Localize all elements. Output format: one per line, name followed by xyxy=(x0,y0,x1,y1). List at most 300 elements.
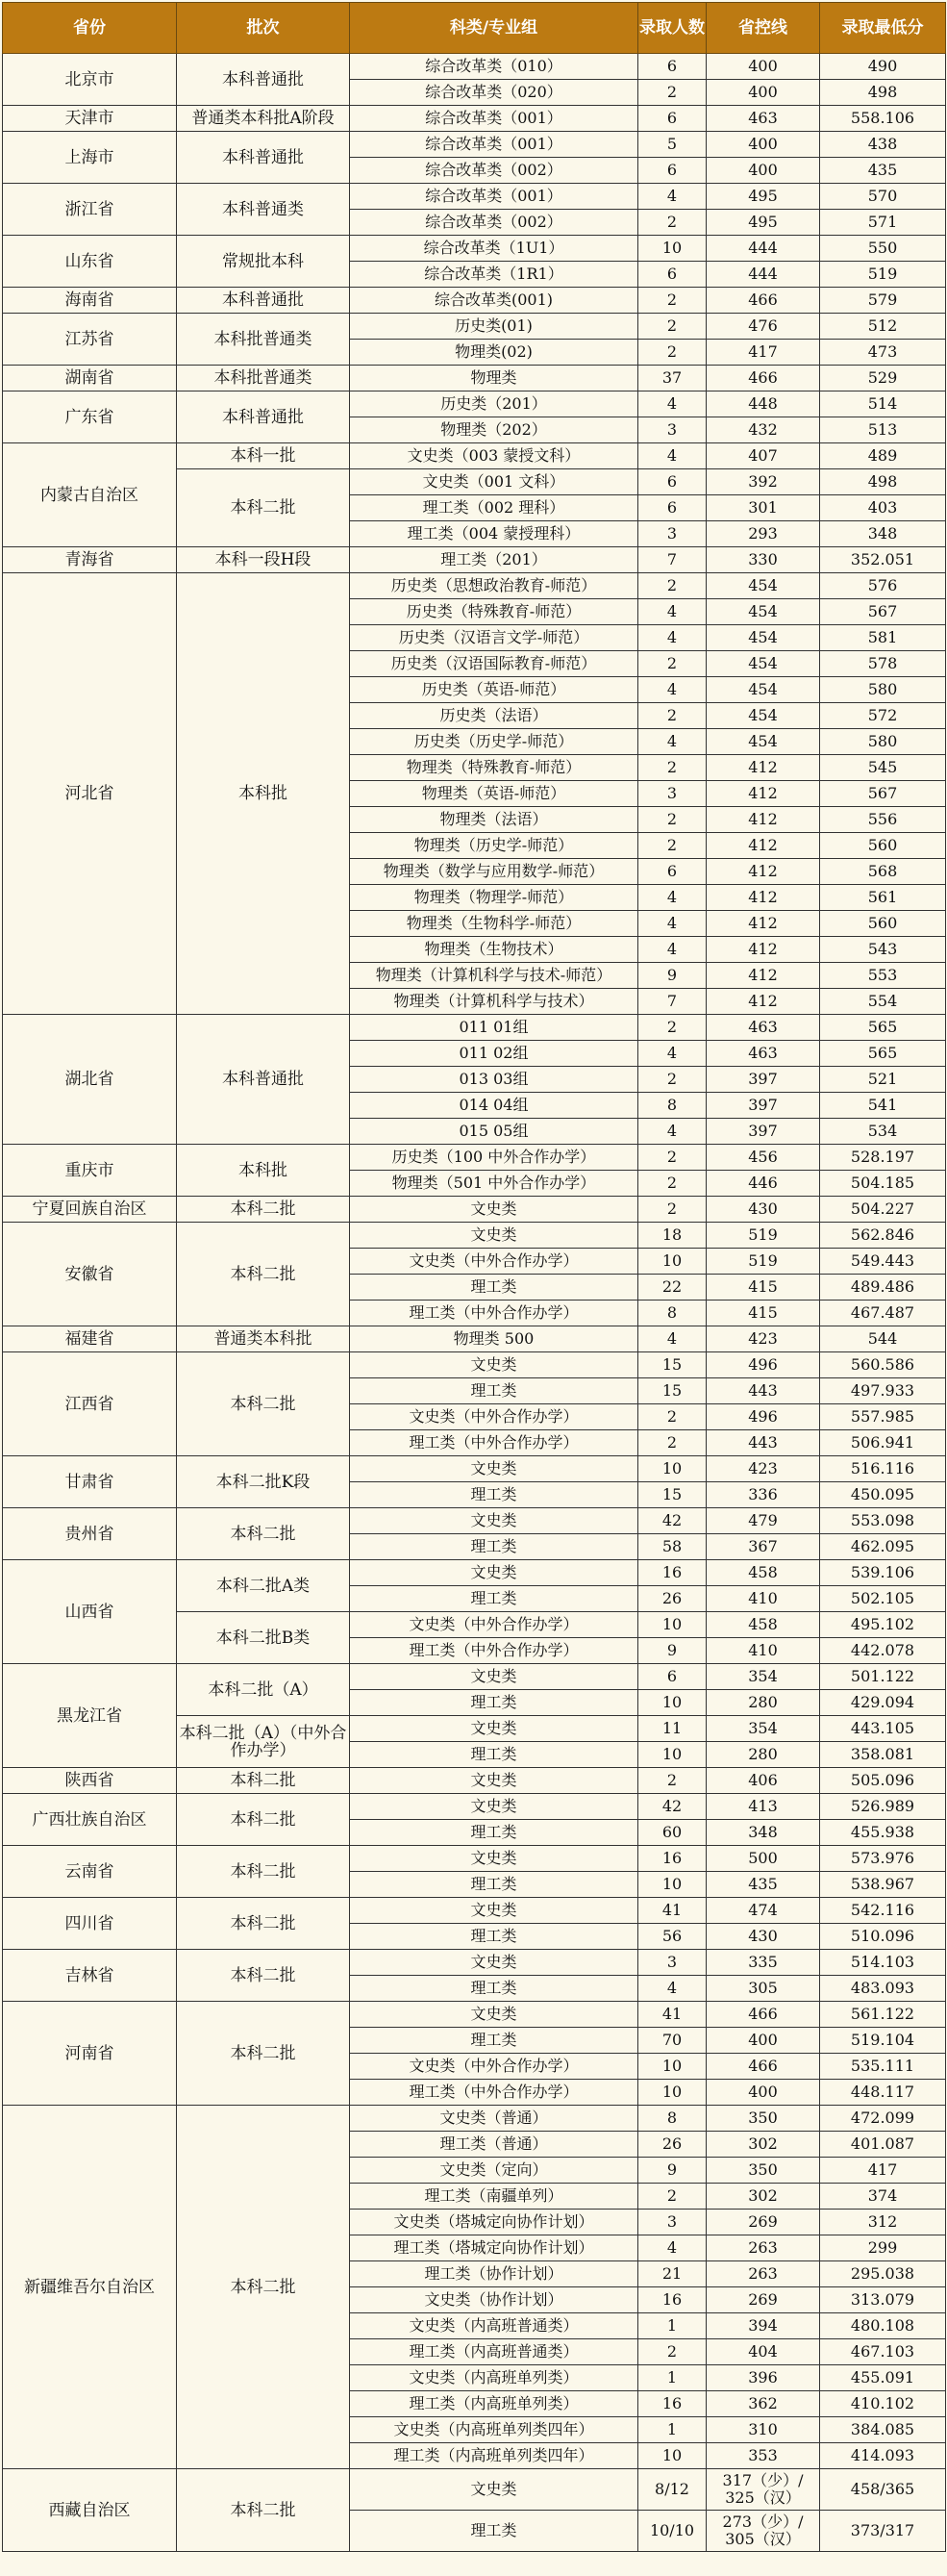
min-score-cell: 553 xyxy=(820,963,946,989)
subject-cell: 综合改革类（001） xyxy=(350,184,638,210)
subject-cell: 理工类（南疆单列） xyxy=(350,2184,638,2210)
subject-cell: 文史类 xyxy=(350,1794,638,1820)
count-cell: 4 xyxy=(638,911,707,937)
control-line-cell: 435 xyxy=(707,1872,820,1898)
subject-cell: 文史类（塔城定向协作计划） xyxy=(350,2210,638,2235)
control-line-cell: 466 xyxy=(707,2054,820,2080)
min-score-cell: 538.967 xyxy=(820,1872,946,1898)
count-cell: 2 xyxy=(638,1015,707,1041)
count-cell: 10/10 xyxy=(638,2511,707,2552)
min-score-cell: 401.087 xyxy=(820,2132,946,2158)
subject-cell: 物理类（数学与应用数学-师范） xyxy=(350,859,638,885)
header-province: 省份 xyxy=(3,3,177,54)
min-score-cell: 553.098 xyxy=(820,1508,946,1534)
subject-cell: 文史类（003 蒙授文科） xyxy=(350,443,638,469)
count-cell: 1 xyxy=(638,2417,707,2443)
subject-cell: 文史类 xyxy=(350,1197,638,1223)
control-line-cell: 446 xyxy=(707,1171,820,1197)
subject-cell: 综合改革类（1U1） xyxy=(350,236,638,262)
min-score-cell: 528.197 xyxy=(820,1145,946,1171)
control-line-cell: 496 xyxy=(707,1404,820,1430)
subject-cell: 文史类（协作计划） xyxy=(350,2287,638,2313)
batch-cell: 本科二批 xyxy=(177,2469,350,2552)
batch-cell: 本科二批 xyxy=(177,1846,350,1898)
subject-cell: 理工类（内高班单列类四年） xyxy=(350,2443,638,2469)
header-row xyxy=(3,3,946,54)
batch-cell: 本科二批 xyxy=(177,2002,350,2106)
subject-cell: 历史类（201） xyxy=(350,391,638,417)
batch-cell: 本科批普通类 xyxy=(177,366,350,391)
batch-cell: 本科二批 xyxy=(177,1197,350,1223)
table-row xyxy=(3,288,946,314)
count-cell: 3 xyxy=(638,781,707,807)
min-score-cell: 567 xyxy=(820,599,946,625)
subject-cell: 文史类 xyxy=(350,1898,638,1924)
count-cell: 11 xyxy=(638,1716,707,1742)
subject-cell: 综合改革类（002） xyxy=(350,210,638,236)
control-line-cell: 353 xyxy=(707,2443,820,2469)
batch-cell: 本科普通批 xyxy=(177,1015,350,1145)
min-score-cell: 560 xyxy=(820,911,946,937)
min-score-cell: 450.095 xyxy=(820,1482,946,1508)
min-score-cell: 568 xyxy=(820,859,946,885)
min-score-cell: 498 xyxy=(820,80,946,106)
min-score-cell: 435 xyxy=(820,158,946,184)
batch-cell: 本科批 xyxy=(177,573,350,1015)
min-score-cell: 438 xyxy=(820,132,946,158)
control-line-cell: 476 xyxy=(707,314,820,340)
count-cell: 41 xyxy=(638,1898,707,1924)
count-cell: 4 xyxy=(638,443,707,469)
count-cell: 6 xyxy=(638,859,707,885)
subject-cell: 文史类（中外合作办学） xyxy=(350,2054,638,2080)
count-cell: 4 xyxy=(638,625,707,651)
batch-cell: 常规批本科 xyxy=(177,236,350,288)
count-cell: 26 xyxy=(638,2132,707,2158)
province-cell: 山西省 xyxy=(3,1560,177,1664)
control-line-cell: 305 xyxy=(707,1976,820,2002)
control-line-cell: 519 xyxy=(707,1249,820,1275)
header-subject: 科类/专业组 xyxy=(350,3,638,54)
min-score-cell: 572 xyxy=(820,703,946,729)
province-cell: 海南省 xyxy=(3,288,177,314)
control-line-cell: 407 xyxy=(707,443,820,469)
header-min-score: 录取最低分 xyxy=(820,3,946,54)
province-cell: 河南省 xyxy=(3,2002,177,2106)
province-cell: 内蒙古自治区 xyxy=(3,443,177,547)
province-cell: 陕西省 xyxy=(3,1768,177,1794)
control-line-cell: 454 xyxy=(707,625,820,651)
min-score-cell: 519.104 xyxy=(820,2028,946,2054)
min-score-cell: 581 xyxy=(820,625,946,651)
count-cell: 4 xyxy=(638,885,707,911)
count-cell: 3 xyxy=(638,521,707,547)
count-cell: 2 xyxy=(638,210,707,236)
count-cell: 4 xyxy=(638,391,707,417)
province-cell: 山东省 xyxy=(3,236,177,288)
control-line-cell: 269 xyxy=(707,2287,820,2313)
min-score-cell: 417 xyxy=(820,2158,946,2184)
batch-cell: 本科普通类 xyxy=(177,184,350,236)
table-row xyxy=(3,1768,946,1794)
count-cell: 4 xyxy=(638,184,707,210)
control-line-cell: 458 xyxy=(707,1612,820,1638)
subject-cell: 文史类 xyxy=(350,1716,638,1742)
min-score-cell: 384.085 xyxy=(820,2417,946,2443)
count-cell: 2 xyxy=(638,651,707,677)
count-cell: 42 xyxy=(638,1508,707,1534)
batch-cell: 本科二批（A） xyxy=(177,1664,350,1716)
province-cell: 福建省 xyxy=(3,1326,177,1352)
subject-cell: 文史类 xyxy=(350,1768,638,1794)
control-line-cell: 367 xyxy=(707,1534,820,1560)
table-row xyxy=(3,2106,946,2132)
min-score-cell: 497.933 xyxy=(820,1378,946,1404)
count-cell: 6 xyxy=(638,1664,707,1690)
control-line-cell: 466 xyxy=(707,288,820,314)
min-score-cell: 514.103 xyxy=(820,1950,946,1976)
min-score-cell: 358.081 xyxy=(820,1742,946,1768)
control-line-cell: 466 xyxy=(707,2002,820,2028)
subject-cell: 文史类 xyxy=(350,2469,638,2511)
control-line-cell: 410 xyxy=(707,1638,820,1664)
control-line-cell: 397 xyxy=(707,1067,820,1093)
control-line-cell: 336 xyxy=(707,1482,820,1508)
control-line-cell: 335 xyxy=(707,1950,820,1976)
min-score-cell: 534 xyxy=(820,1119,946,1145)
control-line-cell: 273（少）/ 305（汉） xyxy=(707,2511,820,2552)
count-cell: 9 xyxy=(638,963,707,989)
min-score-cell: 429.094 xyxy=(820,1690,946,1716)
min-score-cell: 414.093 xyxy=(820,2443,946,2469)
subject-cell: 理工类（协作计划） xyxy=(350,2261,638,2287)
min-score-cell: 480.108 xyxy=(820,2313,946,2339)
province-cell: 贵州省 xyxy=(3,1508,177,1560)
min-score-cell: 561 xyxy=(820,885,946,911)
min-score-cell: 560 xyxy=(820,833,946,859)
control-line-cell: 444 xyxy=(707,236,820,262)
count-cell: 2 xyxy=(638,1067,707,1093)
control-line-cell: 417 xyxy=(707,340,820,366)
batch-cell: 本科二批 xyxy=(177,1950,350,2002)
province-cell: 浙江省 xyxy=(3,184,177,236)
control-line-cell: 454 xyxy=(707,573,820,599)
control-line-cell: 495 xyxy=(707,184,820,210)
min-score-cell: 578 xyxy=(820,651,946,677)
min-score-cell: 504.185 xyxy=(820,1171,946,1197)
count-cell: 4 xyxy=(638,599,707,625)
min-score-cell: 542.116 xyxy=(820,1898,946,1924)
province-cell: 宁夏回族自治区 xyxy=(3,1197,177,1223)
count-cell: 5 xyxy=(638,132,707,158)
table-row xyxy=(3,2002,946,2028)
province-cell: 重庆市 xyxy=(3,1145,177,1197)
min-score-cell: 512 xyxy=(820,314,946,340)
table-body xyxy=(3,54,946,2552)
control-line-cell: 400 xyxy=(707,54,820,80)
min-score-cell: 571 xyxy=(820,210,946,236)
count-cell: 6 xyxy=(638,54,707,80)
count-cell: 18 xyxy=(638,1223,707,1249)
count-cell: 16 xyxy=(638,2287,707,2313)
min-score-cell: 455.938 xyxy=(820,1820,946,1846)
count-cell: 58 xyxy=(638,1534,707,1560)
min-score-cell: 516.116 xyxy=(820,1456,946,1482)
count-cell: 4 xyxy=(638,937,707,963)
count-cell: 2 xyxy=(638,1768,707,1794)
min-score-cell: 557.985 xyxy=(820,1404,946,1430)
count-cell: 7 xyxy=(638,989,707,1015)
min-score-cell: 556 xyxy=(820,807,946,833)
subject-cell: 理工类 xyxy=(350,1690,638,1716)
min-score-cell: 467.487 xyxy=(820,1301,946,1326)
subject-cell: 015 05组 xyxy=(350,1119,638,1145)
subject-cell: 理工类 xyxy=(350,1482,638,1508)
batch-cell: 本科二批 xyxy=(177,2106,350,2469)
subject-cell: 物理类(02) xyxy=(350,340,638,366)
subject-cell: 理工类 xyxy=(350,2511,638,2552)
control-line-cell: 410 xyxy=(707,1586,820,1612)
min-score-cell: 562.846 xyxy=(820,1223,946,1249)
control-line-cell: 479 xyxy=(707,1508,820,1534)
min-score-cell: 573.976 xyxy=(820,1846,946,1872)
count-cell: 10 xyxy=(638,1690,707,1716)
control-line-cell: 474 xyxy=(707,1898,820,1924)
control-line-cell: 454 xyxy=(707,729,820,755)
control-line-cell: 432 xyxy=(707,417,820,443)
batch-cell: 本科二批 xyxy=(177,1223,350,1326)
table-row xyxy=(3,1326,946,1352)
control-line-cell: 396 xyxy=(707,2365,820,2391)
count-cell: 37 xyxy=(638,366,707,391)
control-line-cell: 448 xyxy=(707,391,820,417)
batch-cell: 普通类本科批 xyxy=(177,1326,350,1352)
header-batch: 批次 xyxy=(177,3,350,54)
min-score-cell: 514 xyxy=(820,391,946,417)
min-score-cell: 410.102 xyxy=(820,2391,946,2417)
batch-cell: 本科二批B类 xyxy=(177,1612,350,1664)
min-score-cell: 495.102 xyxy=(820,1612,946,1638)
subject-cell: 文史类（内高班单列类） xyxy=(350,2365,638,2391)
subject-cell: 理工类（004 蒙授理科） xyxy=(350,521,638,547)
count-cell: 4 xyxy=(638,1326,707,1352)
subject-cell: 文史类（001 文科） xyxy=(350,469,638,495)
table-row xyxy=(3,1846,946,1872)
count-cell: 2 xyxy=(638,1430,707,1456)
control-line-cell: 412 xyxy=(707,911,820,937)
table-row xyxy=(3,314,946,340)
min-score-cell: 448.117 xyxy=(820,2080,946,2106)
subject-cell: 物理类（特殊教育-师范） xyxy=(350,755,638,781)
count-cell: 6 xyxy=(638,495,707,521)
control-line-cell: 456 xyxy=(707,1145,820,1171)
count-cell: 70 xyxy=(638,2028,707,2054)
subject-cell: 综合改革类（001） xyxy=(350,106,638,132)
count-cell: 1 xyxy=(638,2313,707,2339)
min-score-cell: 519 xyxy=(820,262,946,288)
table-row xyxy=(3,1352,946,1378)
min-score-cell: 489.486 xyxy=(820,1275,946,1301)
table-row xyxy=(3,443,946,469)
subject-cell: 文史类 xyxy=(350,1223,638,1249)
control-line-cell: 423 xyxy=(707,1456,820,1482)
table-row xyxy=(3,106,946,132)
min-score-cell: 295.038 xyxy=(820,2261,946,2287)
min-score-cell: 544 xyxy=(820,1326,946,1352)
batch-cell: 本科普通批 xyxy=(177,132,350,184)
control-line-cell: 423 xyxy=(707,1326,820,1352)
batch-cell: 本科一段H段 xyxy=(177,547,350,573)
subject-cell: 综合改革类（010） xyxy=(350,54,638,80)
count-cell: 16 xyxy=(638,2391,707,2417)
subject-cell: 历史类（100 中外合作办学） xyxy=(350,1145,638,1171)
count-cell: 15 xyxy=(638,1482,707,1508)
control-line-cell: 302 xyxy=(707,2132,820,2158)
batch-cell: 普通类本科批A阶段 xyxy=(177,106,350,132)
min-score-cell: 526.989 xyxy=(820,1794,946,1820)
control-line-cell: 454 xyxy=(707,703,820,729)
province-cell: 江苏省 xyxy=(3,314,177,366)
count-cell: 10 xyxy=(638,2054,707,2080)
subject-cell: 物理类（物理学-师范） xyxy=(350,885,638,911)
min-score-cell: 576 xyxy=(820,573,946,599)
min-score-cell: 348 xyxy=(820,521,946,547)
min-score-cell: 473 xyxy=(820,340,946,366)
subject-cell: 物理类 xyxy=(350,366,638,391)
subject-cell: 文史类（内高班单列类四年） xyxy=(350,2417,638,2443)
control-line-cell: 458 xyxy=(707,1560,820,1586)
control-line-cell: 454 xyxy=(707,599,820,625)
min-score-cell: 502.105 xyxy=(820,1586,946,1612)
control-line-cell: 415 xyxy=(707,1301,820,1326)
control-line-cell: 269 xyxy=(707,2210,820,2235)
subject-cell: 综合改革类（002） xyxy=(350,158,638,184)
control-line-cell: 263 xyxy=(707,2235,820,2261)
min-score-cell: 541 xyxy=(820,1093,946,1119)
control-line-cell: 350 xyxy=(707,2158,820,2184)
subject-cell: 文史类（中外合作办学） xyxy=(350,1249,638,1275)
count-cell: 10 xyxy=(638,1872,707,1898)
control-line-cell: 280 xyxy=(707,1690,820,1716)
count-cell: 6 xyxy=(638,158,707,184)
min-score-cell: 567 xyxy=(820,781,946,807)
table-row xyxy=(3,1664,946,1690)
control-line-cell: 310 xyxy=(707,2417,820,2443)
subject-cell: 历史类（特殊教育-师范） xyxy=(350,599,638,625)
subject-cell: 理工类 xyxy=(350,1872,638,1898)
count-cell: 9 xyxy=(638,1638,707,1664)
min-score-cell: 565 xyxy=(820,1015,946,1041)
subject-cell: 文史类 xyxy=(350,1456,638,1482)
control-line-cell: 397 xyxy=(707,1093,820,1119)
subject-cell: 文史类（中外合作办学） xyxy=(350,1404,638,1430)
subject-cell: 历史类（思想政治教育-师范） xyxy=(350,573,638,599)
control-line-cell: 400 xyxy=(707,80,820,106)
table-row xyxy=(3,1456,946,1482)
subject-cell: 理工类（普通） xyxy=(350,2132,638,2158)
min-score-cell: 561.122 xyxy=(820,2002,946,2028)
control-line-cell: 302 xyxy=(707,2184,820,2210)
subject-cell: 综合改革类（1R1） xyxy=(350,262,638,288)
subject-cell: 历史类（历史学-师范） xyxy=(350,729,638,755)
control-line-cell: 496 xyxy=(707,1352,820,1378)
control-line-cell: 330 xyxy=(707,547,820,573)
count-cell: 4 xyxy=(638,1119,707,1145)
min-score-cell: 455.091 xyxy=(820,2365,946,2391)
table-row xyxy=(3,236,946,262)
control-line-cell: 443 xyxy=(707,1430,820,1456)
batch-cell: 本科批普通类 xyxy=(177,314,350,366)
control-line-cell: 280 xyxy=(707,1742,820,1768)
count-cell: 2 xyxy=(638,1171,707,1197)
batch-cell: 本科批 xyxy=(177,1145,350,1197)
count-cell: 60 xyxy=(638,1820,707,1846)
batch-cell: 本科二批（A）（中外合作办学） xyxy=(177,1716,350,1768)
control-line-cell: 519 xyxy=(707,1223,820,1249)
subject-cell: 历史类（汉语国际教育-师范） xyxy=(350,651,638,677)
control-line-cell: 400 xyxy=(707,132,820,158)
batch-cell: 本科普通批 xyxy=(177,54,350,106)
subject-cell: 物理类（法语） xyxy=(350,807,638,833)
min-score-cell: 510.096 xyxy=(820,1924,946,1950)
count-cell: 10 xyxy=(638,2443,707,2469)
count-cell: 42 xyxy=(638,1794,707,1820)
subject-cell: 文史类 xyxy=(350,1352,638,1378)
control-line-cell: 430 xyxy=(707,1924,820,1950)
province-cell: 湖北省 xyxy=(3,1015,177,1145)
subject-cell: 理工类 xyxy=(350,1820,638,1846)
min-score-cell: 580 xyxy=(820,729,946,755)
batch-cell: 本科一批 xyxy=(177,443,350,469)
count-cell: 8 xyxy=(638,1301,707,1326)
table-row xyxy=(3,1560,946,1586)
subject-cell: 文史类 xyxy=(350,2002,638,2028)
control-line-cell: 404 xyxy=(707,2339,820,2365)
province-cell: 江西省 xyxy=(3,1352,177,1456)
province-cell: 云南省 xyxy=(3,1846,177,1898)
table-row xyxy=(3,366,946,391)
control-line-cell: 400 xyxy=(707,158,820,184)
subject-cell: 历史类(01) xyxy=(350,314,638,340)
subject-cell: 文史类 xyxy=(350,1664,638,1690)
count-cell: 2 xyxy=(638,288,707,314)
control-line-cell: 400 xyxy=(707,2080,820,2106)
count-cell: 10 xyxy=(638,236,707,262)
count-cell: 2 xyxy=(638,833,707,859)
table-row xyxy=(3,1223,946,1249)
min-score-cell: 549.443 xyxy=(820,1249,946,1275)
count-cell: 2 xyxy=(638,2184,707,2210)
control-line-cell: 454 xyxy=(707,651,820,677)
count-cell: 4 xyxy=(638,1976,707,2002)
subject-cell: 文史类（内高班普通类） xyxy=(350,2313,638,2339)
min-score-cell: 505.096 xyxy=(820,1768,946,1794)
count-cell: 8/12 xyxy=(638,2469,707,2511)
count-cell: 3 xyxy=(638,417,707,443)
min-score-cell: 565 xyxy=(820,1041,946,1067)
table-row xyxy=(3,391,946,417)
control-line-cell: 466 xyxy=(707,366,820,391)
min-score-cell: 462.095 xyxy=(820,1534,946,1560)
control-line-cell: 412 xyxy=(707,807,820,833)
subject-cell: 理工类（内高班单列类） xyxy=(350,2391,638,2417)
subject-cell: 011 01组 xyxy=(350,1015,638,1041)
subject-cell: 理工类（中外合作办学） xyxy=(350,1301,638,1326)
count-cell: 15 xyxy=(638,1352,707,1378)
batch-cell: 本科二批 xyxy=(177,1794,350,1846)
subject-cell: 理工类 xyxy=(350,1275,638,1301)
control-line-cell: 293 xyxy=(707,521,820,547)
